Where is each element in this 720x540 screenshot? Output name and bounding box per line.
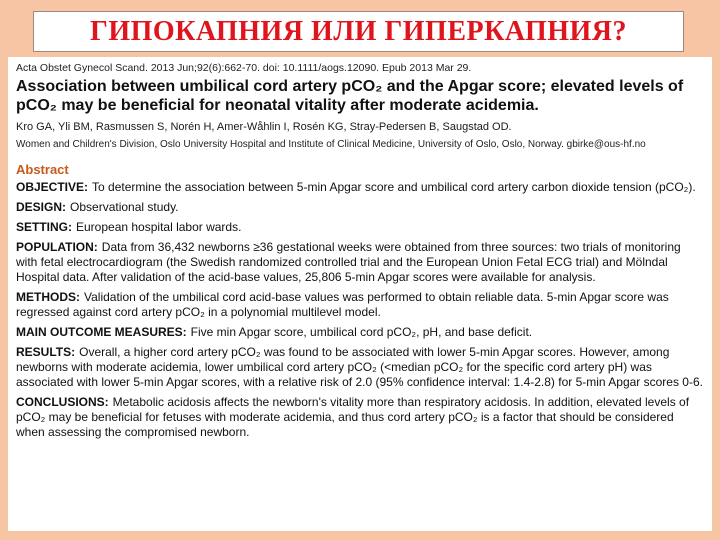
section-text: Five min Apgar score, umbilical cord pCO₂, pH, and base deficit. <box>190 325 533 339</box>
abstract-setting <box>16 220 705 235</box>
section-label: METHODS: <box>16 290 80 304</box>
section-label: SETTING: <box>16 220 72 234</box>
section-text: Data from 36,432 newborns ≥36 gestational weeks were obtained from three sources: two trials of monitoring with fetal electrocardiogram (the Swedish randomized controlled trial and the European Union Fetal ECG trial) and Mölndal Hospital data. After validation of the acid-base values, 25,806 5-min Apgar scores were available for analysis. <box>16 240 681 284</box>
section-label: POPULATION: <box>16 240 98 254</box>
slide-title: ГИПОКАПНИЯ ИЛИ ГИПЕРКАПНИЯ? <box>90 15 627 47</box>
journal-citation: Acta Obstet Gynecol Scand. 2013 Jun;92(6):662-70. doi: 10.1111/aogs.12090. Epub 2013 Mar 29. <box>16 62 472 74</box>
section-text: Validation of the umbilical cord acid-base values was performed to obtain reliable data. 5-min Apgar score was regressed against cord artery pCO₂ in a polynomial multilevel model. <box>16 290 669 319</box>
section-text: Observational study. <box>70 200 179 214</box>
article-title: Association between umbilical cord artery pCO₂ and the Apgar score; elevated levels of pCO₂ may be beneficial for neonatal vitality after moderate acidemia. <box>16 78 684 114</box>
author-list: Kro GA, Yli BM, Rasmussen S, Norén H, Amer-Wåhlin I, Rosén KG, Stray-Pedersen B, Saugstad OD. <box>16 121 512 133</box>
abstract-main-outcome-measures <box>16 325 705 340</box>
abstract-design <box>16 200 705 215</box>
abstract-conclusions <box>16 395 705 440</box>
section-text: To determine the association between 5-min Apgar score and umbilical cord artery carbon dioxide tension (pCO₂). <box>92 180 696 194</box>
section-label: RESULTS: <box>16 345 76 359</box>
section-text: European hospital labor wards. <box>76 220 242 234</box>
abstract-heading: Abstract <box>16 162 69 177</box>
section-text: Overall, a higher cord artery pCO₂ was found to be associated with lower 5-min Apgar scores. However, among newborns with moderate acidemia, lower umbilical cord artery pCO₂ (<median pCO₂ for the specific cord artery pH) was associated with lower 5-min Apgar scores, with a relative risk of 2.0 (95% confidence interval: 1.4-2.8) for 5-min Apgar scores 0-6. <box>16 345 703 389</box>
abstract-results <box>16 345 705 390</box>
section-label: OBJECTIVE: <box>16 180 89 194</box>
section-label: MAIN OUTCOME MEASURES: <box>16 325 187 339</box>
abstract-objective <box>16 180 705 195</box>
abstract-methods <box>16 290 705 320</box>
section-label: CONCLUSIONS: <box>16 395 109 409</box>
section-label: DESIGN: <box>16 200 67 214</box>
section-text: Metabolic acidosis affects the newborn's vitality more than respiratory acidosis. In addition, elevated levels of pCO₂ may be beneficial for fetuses with moderate acidemia, and thus cord artery pCO₂ is a factor that should be considered when assessing the compromised newborn. <box>16 395 690 439</box>
pubmed-abstract-panel <box>8 57 712 531</box>
author-affiliation: Women and Children's Division, Oslo University Hospital and Institute of Clinical Medicine, University of Oslo, Oslo, Norway. gbirke@ous-hf.no <box>16 139 646 150</box>
abstract-population <box>16 240 705 285</box>
slide-title-box <box>33 11 684 52</box>
